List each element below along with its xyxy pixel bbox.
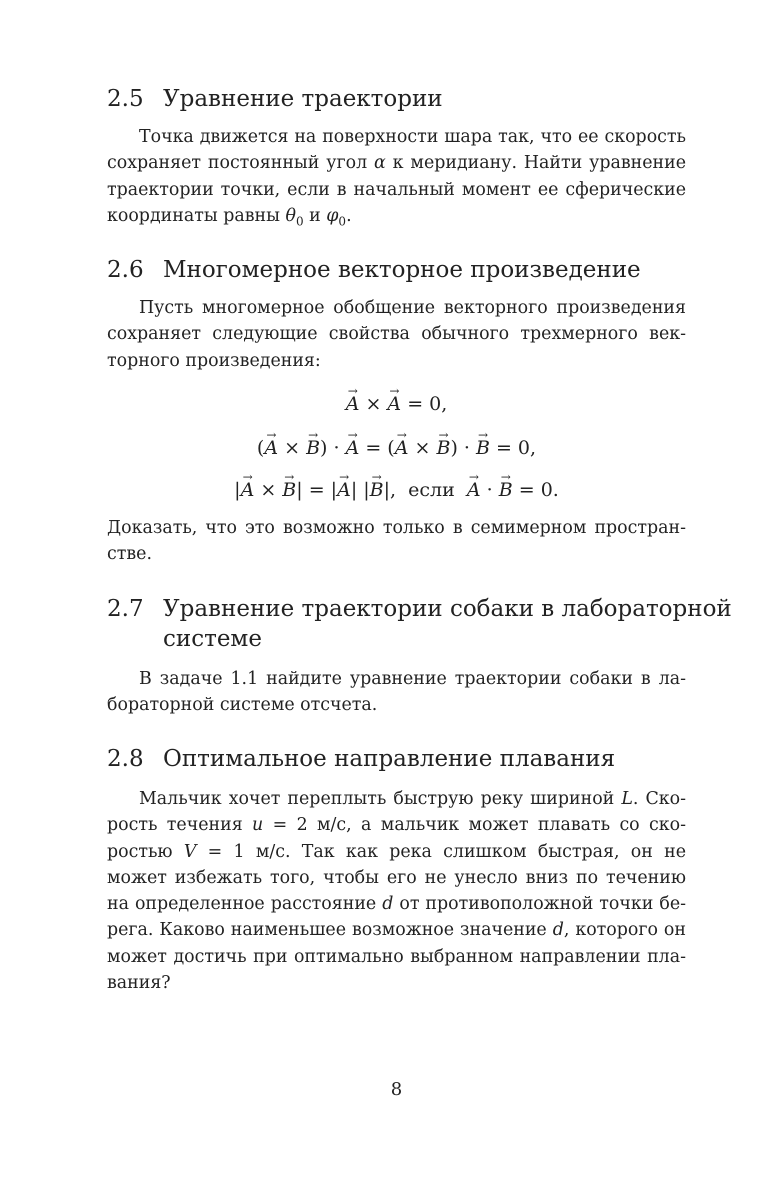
page-number: 8: [390, 1079, 403, 1100]
section-title: Многомерное векторное произведение: [163, 257, 641, 283]
section-number: 2.6: [107, 257, 144, 283]
section-heading-2-7: [107, 594, 732, 654]
math-V: V: [183, 841, 197, 862]
section-title-line1: Уравнение траектории собаки в лабораторной: [163, 596, 732, 622]
math-alpha: α: [374, 153, 386, 174]
paragraph-2-6-intro: Пусть многомерное обобщение векторного произведения сохраняет следующие свойства обычного трехмерного векторного произведения:: [107, 298, 686, 371]
paragraph-2-8: Мальчик хочет переплыть быструю реку шириной L. Скорость течения u = 2 м/с, а мальчик может плавать со скоростью V = 1 м/с. Так как река слишком быстрая, он не может избежать того, чтобы его не унесло вниз по течению на определенное расстояние d от противоположной точки берега. Каково наименьшее возможное значение d, которого он может достичь при оптимально выбранном направлении плавания?: [107, 789, 687, 994]
paragraph-2-7: В задаче 1.1 найдите уравнение траектории собаки в лабораторной системе отсчета.: [107, 669, 686, 716]
math-L: L: [621, 789, 633, 809]
equation-3: |→ A × → B| = |→ A| |→ B|, если → A · → B = 0.: [107, 476, 686, 504]
equation-1: → A × → A = 0,: [107, 390, 686, 418]
section-heading-2-8: [107, 744, 615, 774]
math-u: u: [252, 815, 264, 836]
section-title-line2: системе: [163, 626, 262, 652]
equation-2: (→ A × → B) · → A = (→ A × → B) · → B = 0,: [107, 434, 686, 462]
math-d: d: [552, 920, 564, 941]
section-title: Оптимальное направление плавания: [163, 746, 616, 772]
math-phi: φ: [326, 205, 339, 226]
paragraph-2-5: Точка движется на поверхности шара так, что ее скорость сохраняет постоянный угол α к меридиану. Найти уравнение траектории точки, если в начальный момент ее сферические координаты равны $\theta_0$ и $\varphi_0$.: [107, 127, 686, 229]
section-number: 2.5: [107, 86, 144, 112]
math-theta: θ: [285, 205, 296, 226]
section-number: 2.7: [107, 596, 144, 622]
section-heading-2-5: [107, 84, 443, 114]
paragraph-2-6-conclusion: Доказать, что это возможно только в семимерном пространстве.: [107, 518, 686, 565]
math-d: d: [382, 894, 394, 915]
section-heading-2-6: [107, 255, 641, 285]
section-number: 2.8: [107, 746, 144, 772]
section-title: Уравнение траектории: [163, 86, 443, 112]
